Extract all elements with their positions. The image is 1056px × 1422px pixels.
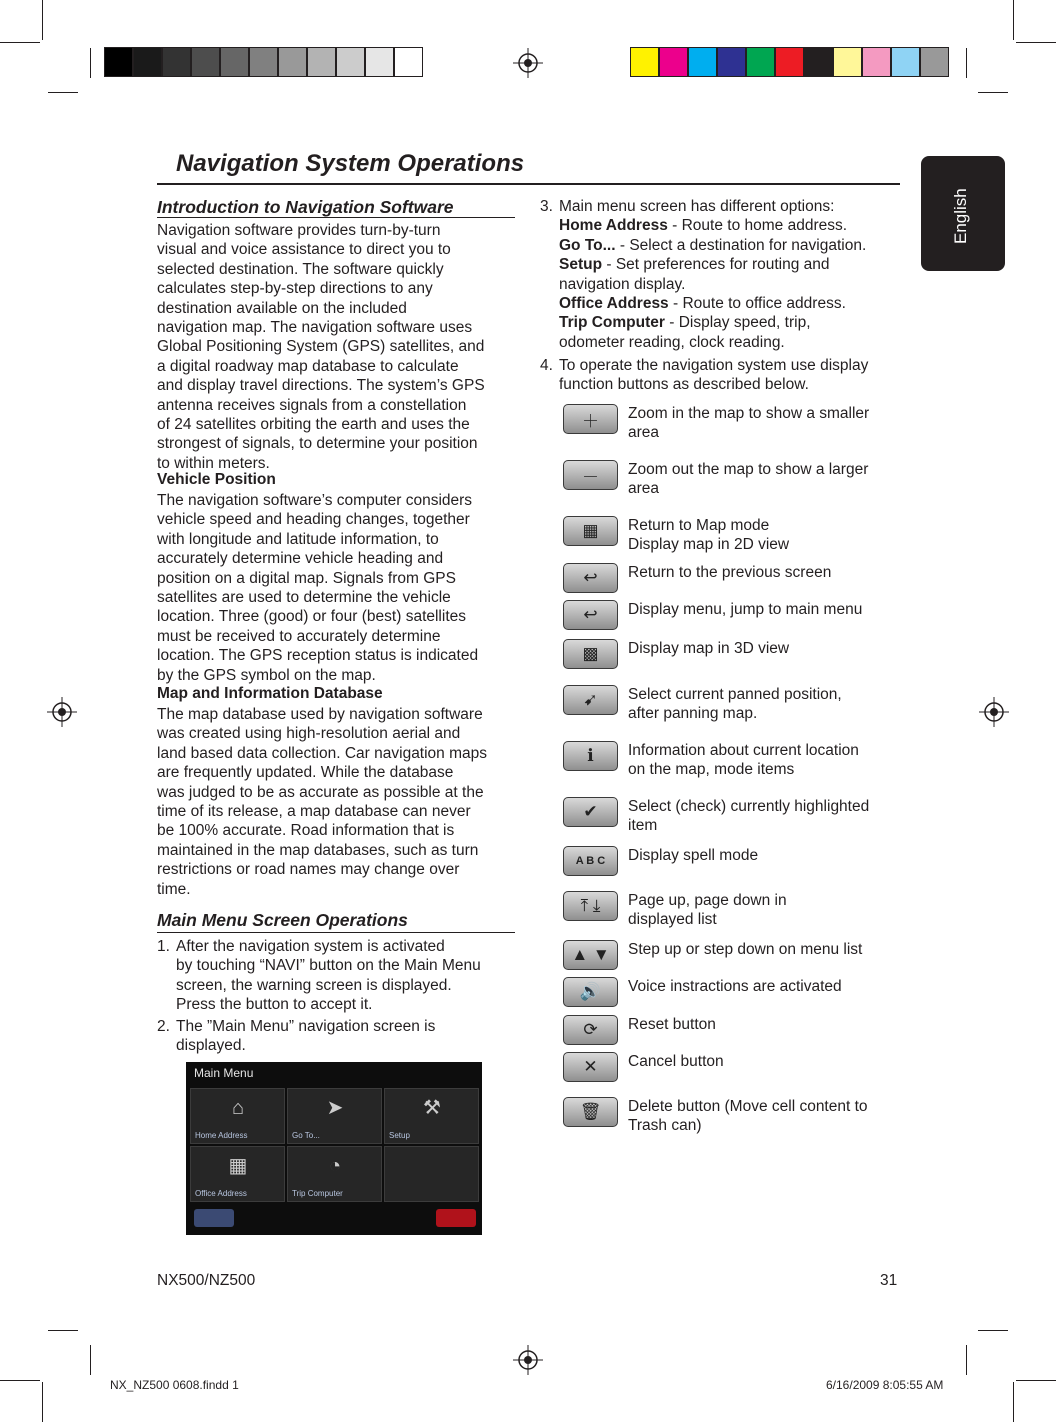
map-database-line: time. xyxy=(157,880,191,898)
crop-mark xyxy=(90,1345,91,1375)
screenshot-title: Main Menu xyxy=(194,1066,254,1080)
button-description xyxy=(628,639,898,658)
intro-paragraph xyxy=(157,221,517,473)
description-line: Display map in 3D view xyxy=(628,640,790,657)
list-item-1 xyxy=(157,937,517,1017)
map-database-line: restrictions or road names may change over xyxy=(157,861,460,879)
back-icon: ↩ xyxy=(563,563,618,593)
color-swatch xyxy=(659,47,688,77)
button-description xyxy=(628,1097,898,1136)
option-name: Home Address xyxy=(559,217,668,235)
slug-date: 6/16/2009 8:05:55 AM xyxy=(826,1378,944,1392)
page-up-down-icon: ⤒ ⤓ xyxy=(563,891,618,921)
description-line: Select (check) currently highlighted xyxy=(628,798,870,815)
list-text xyxy=(559,197,866,352)
wrench-icon: ⚒ xyxy=(423,1097,441,1119)
item2-line: displayed. xyxy=(176,1037,246,1055)
crop-mark xyxy=(966,1345,967,1375)
section-rule xyxy=(157,217,515,218)
map-2d-icon xyxy=(194,1209,234,1227)
options-intro: Main menu screen has different options: xyxy=(559,198,835,215)
button-description xyxy=(628,797,898,836)
option-desc: - Route to office address. xyxy=(668,295,846,313)
color-swatch xyxy=(365,47,394,77)
button-description xyxy=(628,891,898,930)
item1-line: Press the button to accept it. xyxy=(176,996,373,1014)
intro-line: strongest of signals, to determine your position xyxy=(157,435,478,453)
registration-mark-icon xyxy=(979,697,1009,727)
vehicle-position-line: must be received to accurately determine xyxy=(157,627,441,645)
intro-line: destination available on the included xyxy=(157,299,407,317)
description-line: Delete button (Move cell content to xyxy=(628,1098,868,1115)
house-icon: ⌂ xyxy=(231,1097,245,1119)
gauge-icon: ◔ xyxy=(328,1155,342,1177)
vehicle-position-line: location. The GPS reception status is indicated xyxy=(157,647,479,665)
registration-mark-icon xyxy=(47,697,77,727)
select-position-icon: ➹ xyxy=(563,685,618,715)
menu-option xyxy=(559,255,866,274)
crop-mark xyxy=(42,1382,43,1422)
list-item-2 xyxy=(157,1017,517,1057)
description-line: Trash can) xyxy=(628,1117,702,1135)
crop-mark xyxy=(90,48,91,78)
menu-option xyxy=(559,216,866,235)
button-description xyxy=(628,404,898,443)
option-desc: - Set preferences for routing and xyxy=(602,256,830,274)
intro-line: a digital roadway map database to calculate xyxy=(157,357,459,375)
button-description xyxy=(628,846,898,865)
back-icon xyxy=(436,1209,476,1227)
color-swatch xyxy=(920,47,949,77)
button-description xyxy=(628,977,898,996)
description-line: displayed list xyxy=(628,911,717,929)
vehicle-position-line: position on a digital map. Signals from GPS xyxy=(157,569,456,587)
button-description xyxy=(628,563,898,582)
vehicle-position-line: vehicle speed and heading changes, together xyxy=(157,511,470,529)
button-description xyxy=(628,1052,898,1071)
arrow-icon: ➤ xyxy=(326,1097,344,1119)
main-menu-ops-heading: Main Menu Screen Operations xyxy=(157,910,408,930)
map-2d-icon: ▦ xyxy=(563,516,618,546)
intro-line: antenna receives signals from a constellation xyxy=(157,396,467,414)
vehicle-position-line: by the GPS symbol on the map. xyxy=(157,666,376,684)
description-line: Return to the previous screen xyxy=(628,564,832,581)
color-swatch xyxy=(104,47,133,77)
option-desc: navigation display. xyxy=(559,275,686,293)
intro-line: to within meters. xyxy=(157,454,270,472)
main-menu-screenshot xyxy=(186,1062,482,1235)
button-description xyxy=(628,600,898,619)
page-number: 31 xyxy=(880,1272,898,1289)
crop-mark xyxy=(978,1330,1008,1331)
item1-line: After the navigation system is activated xyxy=(176,938,445,955)
options-list xyxy=(559,216,866,352)
trash-icon: 🗑 xyxy=(563,1097,618,1127)
map-database-line: was created using high-resolution aerial and xyxy=(157,725,461,743)
crop-mark xyxy=(0,42,40,43)
crop-mark xyxy=(978,92,1008,93)
crop-mark xyxy=(1016,1380,1056,1381)
menu-option xyxy=(559,236,866,255)
tile-label: Setup xyxy=(389,1131,410,1140)
color-swatch xyxy=(717,47,746,77)
color-swatch xyxy=(162,47,191,77)
voice-icon: 🔊 xyxy=(563,977,618,1007)
description-line: Step up or step down on menu list xyxy=(628,941,863,958)
vehicle-position-paragraph xyxy=(157,491,517,685)
building-icon: ▦ xyxy=(228,1155,248,1177)
vehicle-position-line: The navigation software’s computer considers xyxy=(157,492,473,509)
map-database-line: are frequently updated. While the database xyxy=(157,764,454,782)
info-icon: ℹ xyxy=(563,741,618,771)
description-line: Zoom out the map to show a larger xyxy=(628,461,869,478)
crop-mark xyxy=(48,92,78,93)
button-description xyxy=(628,685,898,724)
step-up-down-icon: ▲ ▼ xyxy=(563,940,618,970)
color-swatch xyxy=(336,47,365,77)
description-line: Display map in 2D view xyxy=(628,536,790,554)
item1-line: screen, the warning screen is displayed. xyxy=(176,976,452,994)
intro-line: Navigation software provides turn-by-turn xyxy=(157,222,441,239)
color-swatch xyxy=(688,47,717,77)
description-line: Voice instractions are activated xyxy=(628,978,842,995)
map-database-line: time of its release, a map database can never xyxy=(157,803,471,821)
vehicle-position-line: location. Three (good) or four (best) satellites xyxy=(157,608,467,626)
button-description xyxy=(628,516,898,555)
language-label: English xyxy=(951,188,970,244)
button-description xyxy=(628,940,898,959)
description-line: Display spell mode xyxy=(628,847,759,864)
tile-go-to xyxy=(287,1088,382,1144)
footer-model: NX500/NZ500 xyxy=(157,1272,256,1289)
color-swatch xyxy=(220,47,249,77)
option-desc: - Route to home address. xyxy=(667,217,848,235)
tile-office-address xyxy=(190,1146,285,1202)
list-number: 3. xyxy=(540,198,553,215)
description-line: Display menu, jump to main menu xyxy=(628,601,863,618)
description-line: Return to Map mode xyxy=(628,517,770,534)
crop-mark xyxy=(0,1380,40,1381)
crop-mark xyxy=(1016,42,1056,43)
check-icon: ✔ xyxy=(563,797,618,827)
option-desc: odometer reading, clock reading. xyxy=(559,333,785,351)
list-number: 1. xyxy=(157,938,170,955)
intro-line: Global Positioning System (GPS) satellites, and xyxy=(157,338,485,356)
description-line: after panning map. xyxy=(628,705,758,723)
color-swatch xyxy=(862,47,891,77)
tile-empty xyxy=(384,1146,479,1202)
crop-mark xyxy=(48,1330,78,1331)
menu-option xyxy=(559,275,866,294)
button-description xyxy=(628,460,898,499)
color-swatch xyxy=(278,47,307,77)
item4-line: To operate the navigation system use display xyxy=(559,357,869,374)
description-line: Information about current location xyxy=(628,742,859,759)
intro-line: of 24 satellites orbiting the earth and uses the xyxy=(157,416,470,434)
crop-mark xyxy=(1013,0,1014,40)
list-text xyxy=(176,937,481,1015)
item2-line: The ”Main Menu” navigation screen is xyxy=(176,1018,436,1035)
map-database-paragraph xyxy=(157,705,517,899)
tile-label: Office Address xyxy=(195,1189,247,1198)
crop-mark xyxy=(1013,1382,1014,1422)
intro-line: and display travel directions. The system’s GPS xyxy=(157,377,485,395)
intro-line: navigation map. The navigation software uses xyxy=(157,319,473,337)
list-text xyxy=(176,1017,435,1056)
map-database-heading: Map and Information Database xyxy=(157,685,383,702)
tile-setup xyxy=(384,1088,479,1144)
tile-label: Trip Computer xyxy=(292,1189,343,1198)
color-swatch xyxy=(891,47,920,77)
intro-heading: Introduction to Navigation Software xyxy=(157,197,454,217)
vehicle-position-heading: Vehicle Position xyxy=(157,471,276,488)
description-line: Zoom in the map to show a smaller xyxy=(628,405,870,422)
description-line: Select current panned position, xyxy=(628,686,842,703)
intro-line: visual and voice assistance to direct you to xyxy=(157,241,451,259)
color-swatch xyxy=(804,47,833,77)
menu-return-icon: ↩ xyxy=(563,600,618,630)
zoom-in-icon: ＋ xyxy=(563,404,618,434)
description-line: item xyxy=(628,817,658,835)
page-title: Navigation System Operations xyxy=(176,150,525,177)
menu-option xyxy=(559,313,866,332)
reset-icon: ⟳ xyxy=(563,1015,618,1045)
vehicle-position-line: accurately determine vehicle heading and xyxy=(157,550,444,568)
list-text xyxy=(559,356,868,395)
map-database-line: be 100% accurate. Road information that is xyxy=(157,822,455,840)
description-line: Page up, page down in xyxy=(628,892,787,909)
color-swatch xyxy=(249,47,278,77)
cancel-icon: ✕ xyxy=(563,1052,618,1082)
slug-file: NX_NZ500 0608.findd 1 xyxy=(110,1378,239,1392)
tile-label: Home Address xyxy=(195,1131,248,1140)
list-number: 2. xyxy=(157,1018,170,1035)
zoom-out-icon: － xyxy=(563,460,618,490)
description-line: area xyxy=(628,480,660,498)
registration-mark-icon xyxy=(513,1345,543,1375)
description-line: Reset button xyxy=(628,1016,716,1033)
list-number: 4. xyxy=(540,357,553,374)
tile-home-address xyxy=(190,1088,285,1144)
tile-trip-computer xyxy=(287,1146,382,1202)
section-rule xyxy=(157,932,515,933)
option-name: Go To... xyxy=(559,236,616,254)
list-item-4 xyxy=(540,356,900,396)
map-database-line: was judged to be as accurate as possible at the xyxy=(157,783,484,801)
map-database-line: land based data collection. Car navigation maps xyxy=(157,744,488,762)
color-swatch xyxy=(133,47,162,77)
item1-line: by touching “NAVI” button on the Main Menu xyxy=(176,957,481,975)
color-swatch xyxy=(394,47,423,77)
color-swatch xyxy=(833,47,862,77)
map-3d-icon: ▩ xyxy=(563,639,618,669)
button-description xyxy=(628,1015,898,1034)
color-swatch xyxy=(775,47,804,77)
option-desc: - Display speed, trip, xyxy=(664,314,811,332)
option-name: Office Address xyxy=(559,295,669,313)
color-swatch xyxy=(630,47,659,77)
description-line: area xyxy=(628,424,660,442)
crop-mark xyxy=(42,0,43,40)
map-database-line: The map database used by navigation software xyxy=(157,706,483,723)
menu-option xyxy=(559,294,866,313)
vehicle-position-line: satellites are used to determine the vehicle xyxy=(157,589,451,607)
list-item-3 xyxy=(540,197,900,357)
intro-line: calculates step-by-step directions to any xyxy=(157,280,433,298)
option-desc: - Select a destination for navigation. xyxy=(615,236,867,254)
item4-line: function buttons as described below. xyxy=(559,376,809,394)
description-line: on the map, mode items xyxy=(628,761,795,779)
abc-icon: A B C xyxy=(563,846,618,876)
description-line: Cancel button xyxy=(628,1053,724,1070)
color-swatch xyxy=(307,47,336,77)
crop-mark xyxy=(966,48,967,78)
color-swatch xyxy=(746,47,775,77)
color-swatch xyxy=(191,47,220,77)
button-description xyxy=(628,741,898,780)
menu-option xyxy=(559,333,866,352)
tile-label: Go To... xyxy=(292,1131,320,1140)
title-rule xyxy=(157,183,900,185)
option-name: Setup xyxy=(559,256,603,274)
intro-line: selected destination. The software quickly xyxy=(157,260,444,278)
language-tab xyxy=(921,156,1005,271)
option-name: Trip Computer xyxy=(559,314,665,332)
map-database-line: maintained in the map databases, such as turn xyxy=(157,841,479,859)
registration-mark-icon xyxy=(513,48,543,78)
vehicle-position-line: with longitude and latitude information, to xyxy=(157,530,439,548)
